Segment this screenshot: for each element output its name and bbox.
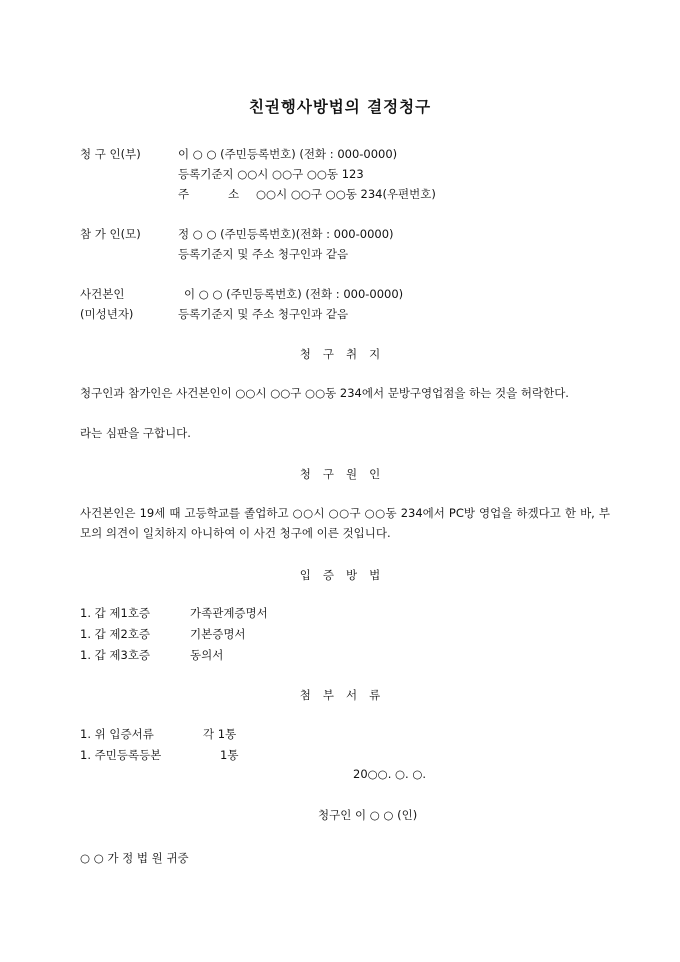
evidence-item-num: 1. 갑 제3호증 — [80, 648, 151, 662]
principal-label: 사건본인 — [80, 287, 125, 301]
purpose-heading: 청구취지 — [299, 347, 393, 361]
purpose-closing: 라는 심판을 구합니다. — [80, 426, 191, 440]
participant-registry-line: 등록기준지 및 주소 청구인과 같음 — [178, 247, 349, 261]
claimant-address-value: ○○시 ○○구 ○○동 234(우편번호) — [256, 187, 436, 201]
attachment-item-count: 각 1통 — [203, 727, 237, 741]
claimant-registry-line: 등록기준지 ○○시 ○○구 ○○동 123 — [178, 167, 364, 181]
evidence-item-desc: 기본증명서 — [190, 627, 246, 641]
document-title: 친권행사방법의 결정청구 — [248, 98, 432, 116]
filing-date: 20○○. ○. ○. — [353, 767, 427, 781]
evidence-item-num: 1. 갑 제2호증 — [80, 627, 151, 641]
cause-heading: 청구원인 — [299, 467, 393, 481]
attachment-item-name: 1. 주민등록등본 — [80, 748, 162, 762]
court-addressee: ○ ○ 가 정 법 원 귀중 — [80, 851, 189, 865]
evidence-heading: 입증방법 — [299, 568, 393, 582]
signature-line: 청구인 이 ○ ○ (인) — [318, 808, 418, 822]
attachments-heading: 첨부서류 — [299, 688, 393, 702]
claimant-address-label-2: 소 — [228, 187, 240, 201]
principal-registry-line: 등록기준지 및 주소 청구인과 같음 — [178, 307, 349, 321]
purpose-text: 청구인과 참가인은 사건본인이 ○○시 ○○구 ○○동 234에서 문방구영업점을 하는 것을 허락한다. — [80, 386, 569, 400]
attachment-item-count: 1통 — [220, 748, 239, 762]
claimant-name-line: 이 ○ ○ (주민등록번호) (전화 : 000-0000) — [178, 147, 398, 161]
evidence-item-desc: 동의서 — [190, 648, 224, 662]
attachment-item-name: 1. 위 입증서류 — [80, 727, 154, 741]
principal-sublabel: (미성년자) — [80, 307, 134, 321]
claimant-address-label: 주 — [178, 187, 190, 201]
participant-label: 참 가 인(모) — [80, 227, 141, 241]
evidence-item-num: 1. 갑 제1호증 — [80, 606, 151, 620]
claimant-label: 청 구 인(부) — [80, 147, 141, 161]
principal-name-line: 이 ○ ○ (주민등록번호) (전화 : 000-0000) — [184, 287, 404, 301]
cause-text: 사건본인은 19세 때 고등학교를 졸업하고 ○○시 ○○구 ○○동 234에서 PC방 영업을 하겠다고 한 바, 부모의 의견이 일치하지 아니하여 이 사건 청구에 이른 것입니다. — [80, 506, 610, 540]
participant-name-line: 정 ○ ○ (주민등록번호)(전화 : 000-0000) — [178, 227, 394, 241]
evidence-item-desc: 가족관계증명서 — [190, 606, 268, 620]
